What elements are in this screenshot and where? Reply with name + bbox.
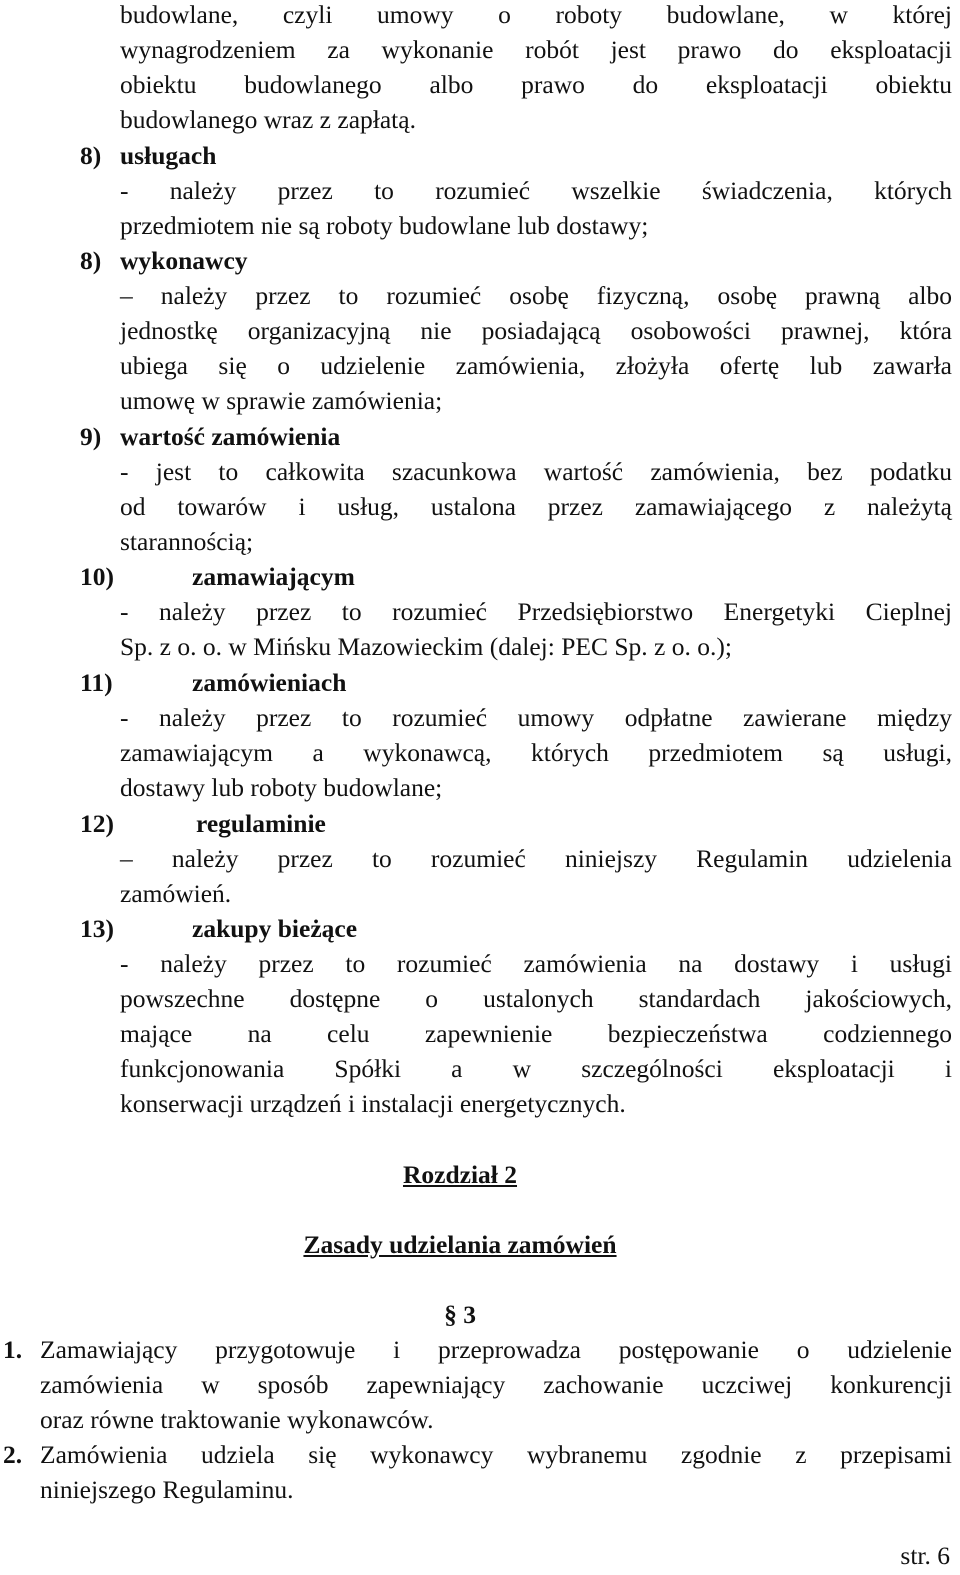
paragraph-line: budowlanego wraz z zapłatą. bbox=[120, 105, 416, 134]
definition-term: wykonawcy bbox=[120, 246, 248, 275]
definition-line: zamówień. bbox=[120, 879, 232, 908]
point-line: niniejszego Regulaminu. bbox=[40, 1475, 294, 1504]
definition-line: ubiega się o udzielenie zamówienia, złożyła ofertę lub zawarła bbox=[120, 351, 952, 380]
definition-line: - należy przez to rozumieć wszelkie świadczenia, których bbox=[120, 176, 952, 205]
definition-term: regulaminie bbox=[196, 809, 326, 838]
definition-number: 10) bbox=[80, 562, 114, 591]
definition-line: przedmiotem nie są roboty budowlane lub dostawy; bbox=[120, 211, 649, 240]
definition-line: konserwacji urządzeń i instalacji energetycznych. bbox=[120, 1089, 626, 1118]
section-symbol: § 3 bbox=[444, 1300, 476, 1329]
definition-number: 11) bbox=[80, 668, 113, 697]
chapter-title: Zasady udzielania zamówień bbox=[303, 1230, 617, 1259]
definition-line: Sp. z o. o. w Mińsku Mazowieckim (dalej: PEC Sp. z o. o.); bbox=[120, 632, 732, 661]
paragraph-line: budowlane, czyli umowy o roboty budowlane, w której bbox=[120, 0, 952, 29]
definition-number: 12) bbox=[80, 809, 114, 838]
definition-line: - jest to całkowita szacunkowa wartość zamówienia, bez podatku bbox=[120, 457, 952, 486]
definition-number: 8) bbox=[80, 246, 102, 275]
definition-line: powszechne dostępne o ustalonych standardach jakościowych, bbox=[120, 984, 952, 1013]
definition-line: - należy przez to rozumieć zamówienia na dostawy i usługi bbox=[120, 949, 952, 978]
definition-line: mające na celu zapewnienie bezpieczeństwa codziennego bbox=[120, 1019, 952, 1048]
point-line: Zamawiający przygotowuje i przeprowadza postępowanie o udzielenie bbox=[40, 1335, 952, 1364]
definition-line: funkcjonowania Spółki a w szczególności eksploatacji i bbox=[120, 1054, 952, 1083]
definition-term: zamówieniach bbox=[192, 668, 347, 697]
definition-line: dostawy lub roboty budowlane; bbox=[120, 773, 443, 802]
definition-number: 13) bbox=[80, 914, 114, 943]
paragraph-line: obiektu budowlanego albo prawo do eksploatacji obiektu bbox=[120, 70, 952, 99]
definition-line: umowę w sprawie zamówienia; bbox=[120, 386, 443, 415]
paragraph-line: wynagrodzeniem za wykonanie robót jest prawo do eksploatacji bbox=[120, 35, 952, 64]
page-number: str. 6 bbox=[900, 1541, 950, 1570]
definition-line: – należy przez to rozumieć osobę fizyczną, osobę prawną albo bbox=[120, 281, 952, 310]
definition-line: – należy przez to rozumieć niniejszy Regulamin udzielenia bbox=[120, 844, 952, 873]
point-number: 2. bbox=[3, 1440, 23, 1469]
definition-number: 9) bbox=[80, 422, 102, 451]
point-line: Zamówienia udziela się wykonawcy wybranemu zgodnie z przepisami bbox=[40, 1440, 952, 1469]
definition-line: - należy przez to rozumieć umowy odpłatne zawierane między bbox=[120, 703, 952, 732]
definition-term: zakupy bieżące bbox=[192, 914, 358, 943]
definition-term: zamawiającym bbox=[192, 562, 355, 591]
definition-line: jednostkę organizacyjną nie posiadającą osobowości prawnej, która bbox=[120, 316, 952, 345]
point-number: 1. bbox=[3, 1335, 23, 1364]
definition-line: starannością; bbox=[120, 527, 254, 556]
point-line: oraz równe traktowanie wykonawców. bbox=[40, 1405, 434, 1434]
chapter-number: Rozdział 2 bbox=[402, 1160, 518, 1189]
definition-term: usługach bbox=[120, 141, 217, 170]
point-line: zamówienia w sposób zapewniający zachowanie uczciwej konkurencji bbox=[40, 1370, 952, 1399]
definition-line: - należy przez to rozumieć Przedsiębiorstwo Energetyki Cieplnej bbox=[120, 597, 952, 626]
definition-line: zamawiającym a wykonawcą, których przedmiotem są usługi, bbox=[120, 738, 952, 767]
definition-number: 8) bbox=[80, 141, 102, 170]
definition-line: od towarów i usług, ustalona przez zamawiającego z należytą bbox=[120, 492, 952, 521]
definition-term: wartość zamówienia bbox=[120, 422, 341, 451]
